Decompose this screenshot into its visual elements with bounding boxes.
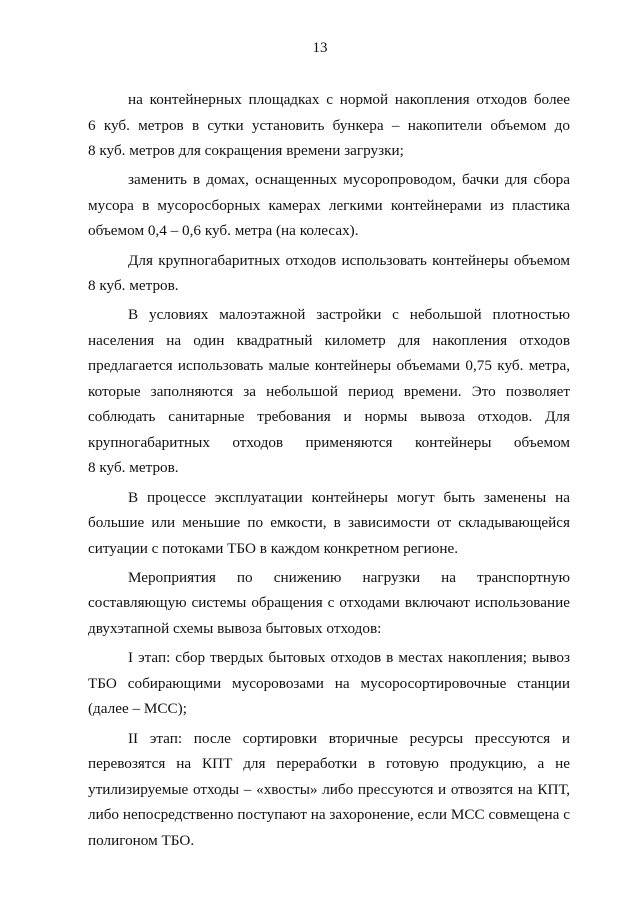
paragraph: [88, 87, 570, 164]
text-line: В условиях малоэтажной застройки с небольшой плотностью: [128, 306, 570, 324]
text-line: на контейнерных площадках с нормой накопления отходов более: [128, 91, 570, 108]
paragraph: [88, 167, 570, 244]
page-number: 13: [312, 40, 328, 56]
text-line: Мероприятия по снижению нагрузки на транспортную: [128, 568, 570, 586]
text-line: 6 куб. метров в сутки установить бункера – накопители объемом до: [88, 116, 570, 134]
text-line: ТБО собирающими мусоровозами на мусоросортировочные станции: [88, 674, 570, 692]
paragraph: [88, 302, 570, 481]
text-line: Для крупногабаритных отходов использовать контейнеры объемом: [128, 251, 570, 269]
text-line: 8 куб. метров для сокращения времени загрузки;: [88, 142, 404, 159]
text-line: соблюдать санитарные требования и нормы вывоза отходов. Для: [88, 408, 570, 426]
text-line: объемом 0,4 – 0,6 куб. метра (на колесах).: [88, 222, 359, 240]
text-line: заменить в домах, оснащенных мусоропроводом, бачки для сбора: [128, 171, 570, 189]
text-line: большие или меньшие по емкости, в зависимости от складывающейся: [88, 514, 570, 532]
text-line: В процессе эксплуатации контейнеры могут быть заменены на: [128, 488, 570, 506]
paragraph: [88, 485, 570, 562]
text-line: либо непосредственно поступают на захоронение, если МСС совмещена с: [88, 806, 570, 824]
text-line: полигоном ТБО.: [88, 831, 195, 849]
paragraph: [88, 565, 570, 642]
text-line: утилизируемые отходы – «хвосты» либо прессуются и отвозятся на КПТ,: [88, 780, 570, 798]
text-line: ситуации с потоками ТБО в каждом конкретном регионе.: [88, 539, 459, 557]
text-line: двухэтапной схемы вывоза бытовых отходов:: [88, 619, 382, 637]
document-body: [88, 87, 570, 857]
text-line: (далее – МСС);: [88, 700, 187, 718]
text-line: II этап: после сортировки вторичные ресурсы прессуются и: [128, 729, 570, 747]
text-line: I этап: сбор твердых бытовых отходов в местах накопления; вывоз: [128, 649, 570, 667]
paragraph: [88, 726, 570, 854]
text-line: мусора в мусоросборных камерах легкими контейнерами из пластика: [88, 196, 570, 214]
text-line: перевозятся на КПТ для переработки в готовую продукцию, а не: [88, 755, 570, 773]
paragraph: [88, 248, 570, 299]
text-line: 8 куб. метров.: [88, 277, 179, 295]
paragraph: [88, 645, 570, 722]
text-line: крупногабаритных отходов применяются контейнеры объемом: [88, 433, 570, 451]
text-line: населения на один квадратный километр для накопления отходов: [88, 331, 570, 349]
text-line: составляющую системы обращения с отходами включают использование: [88, 594, 570, 612]
text-line: 8 куб. метров.: [88, 459, 179, 477]
text-line: предлагается использовать малые контейнеры объемами 0,75 куб. метра,: [88, 357, 570, 375]
text-line: которые заполняются за небольшой период времени. Это позволяет: [88, 382, 570, 400]
